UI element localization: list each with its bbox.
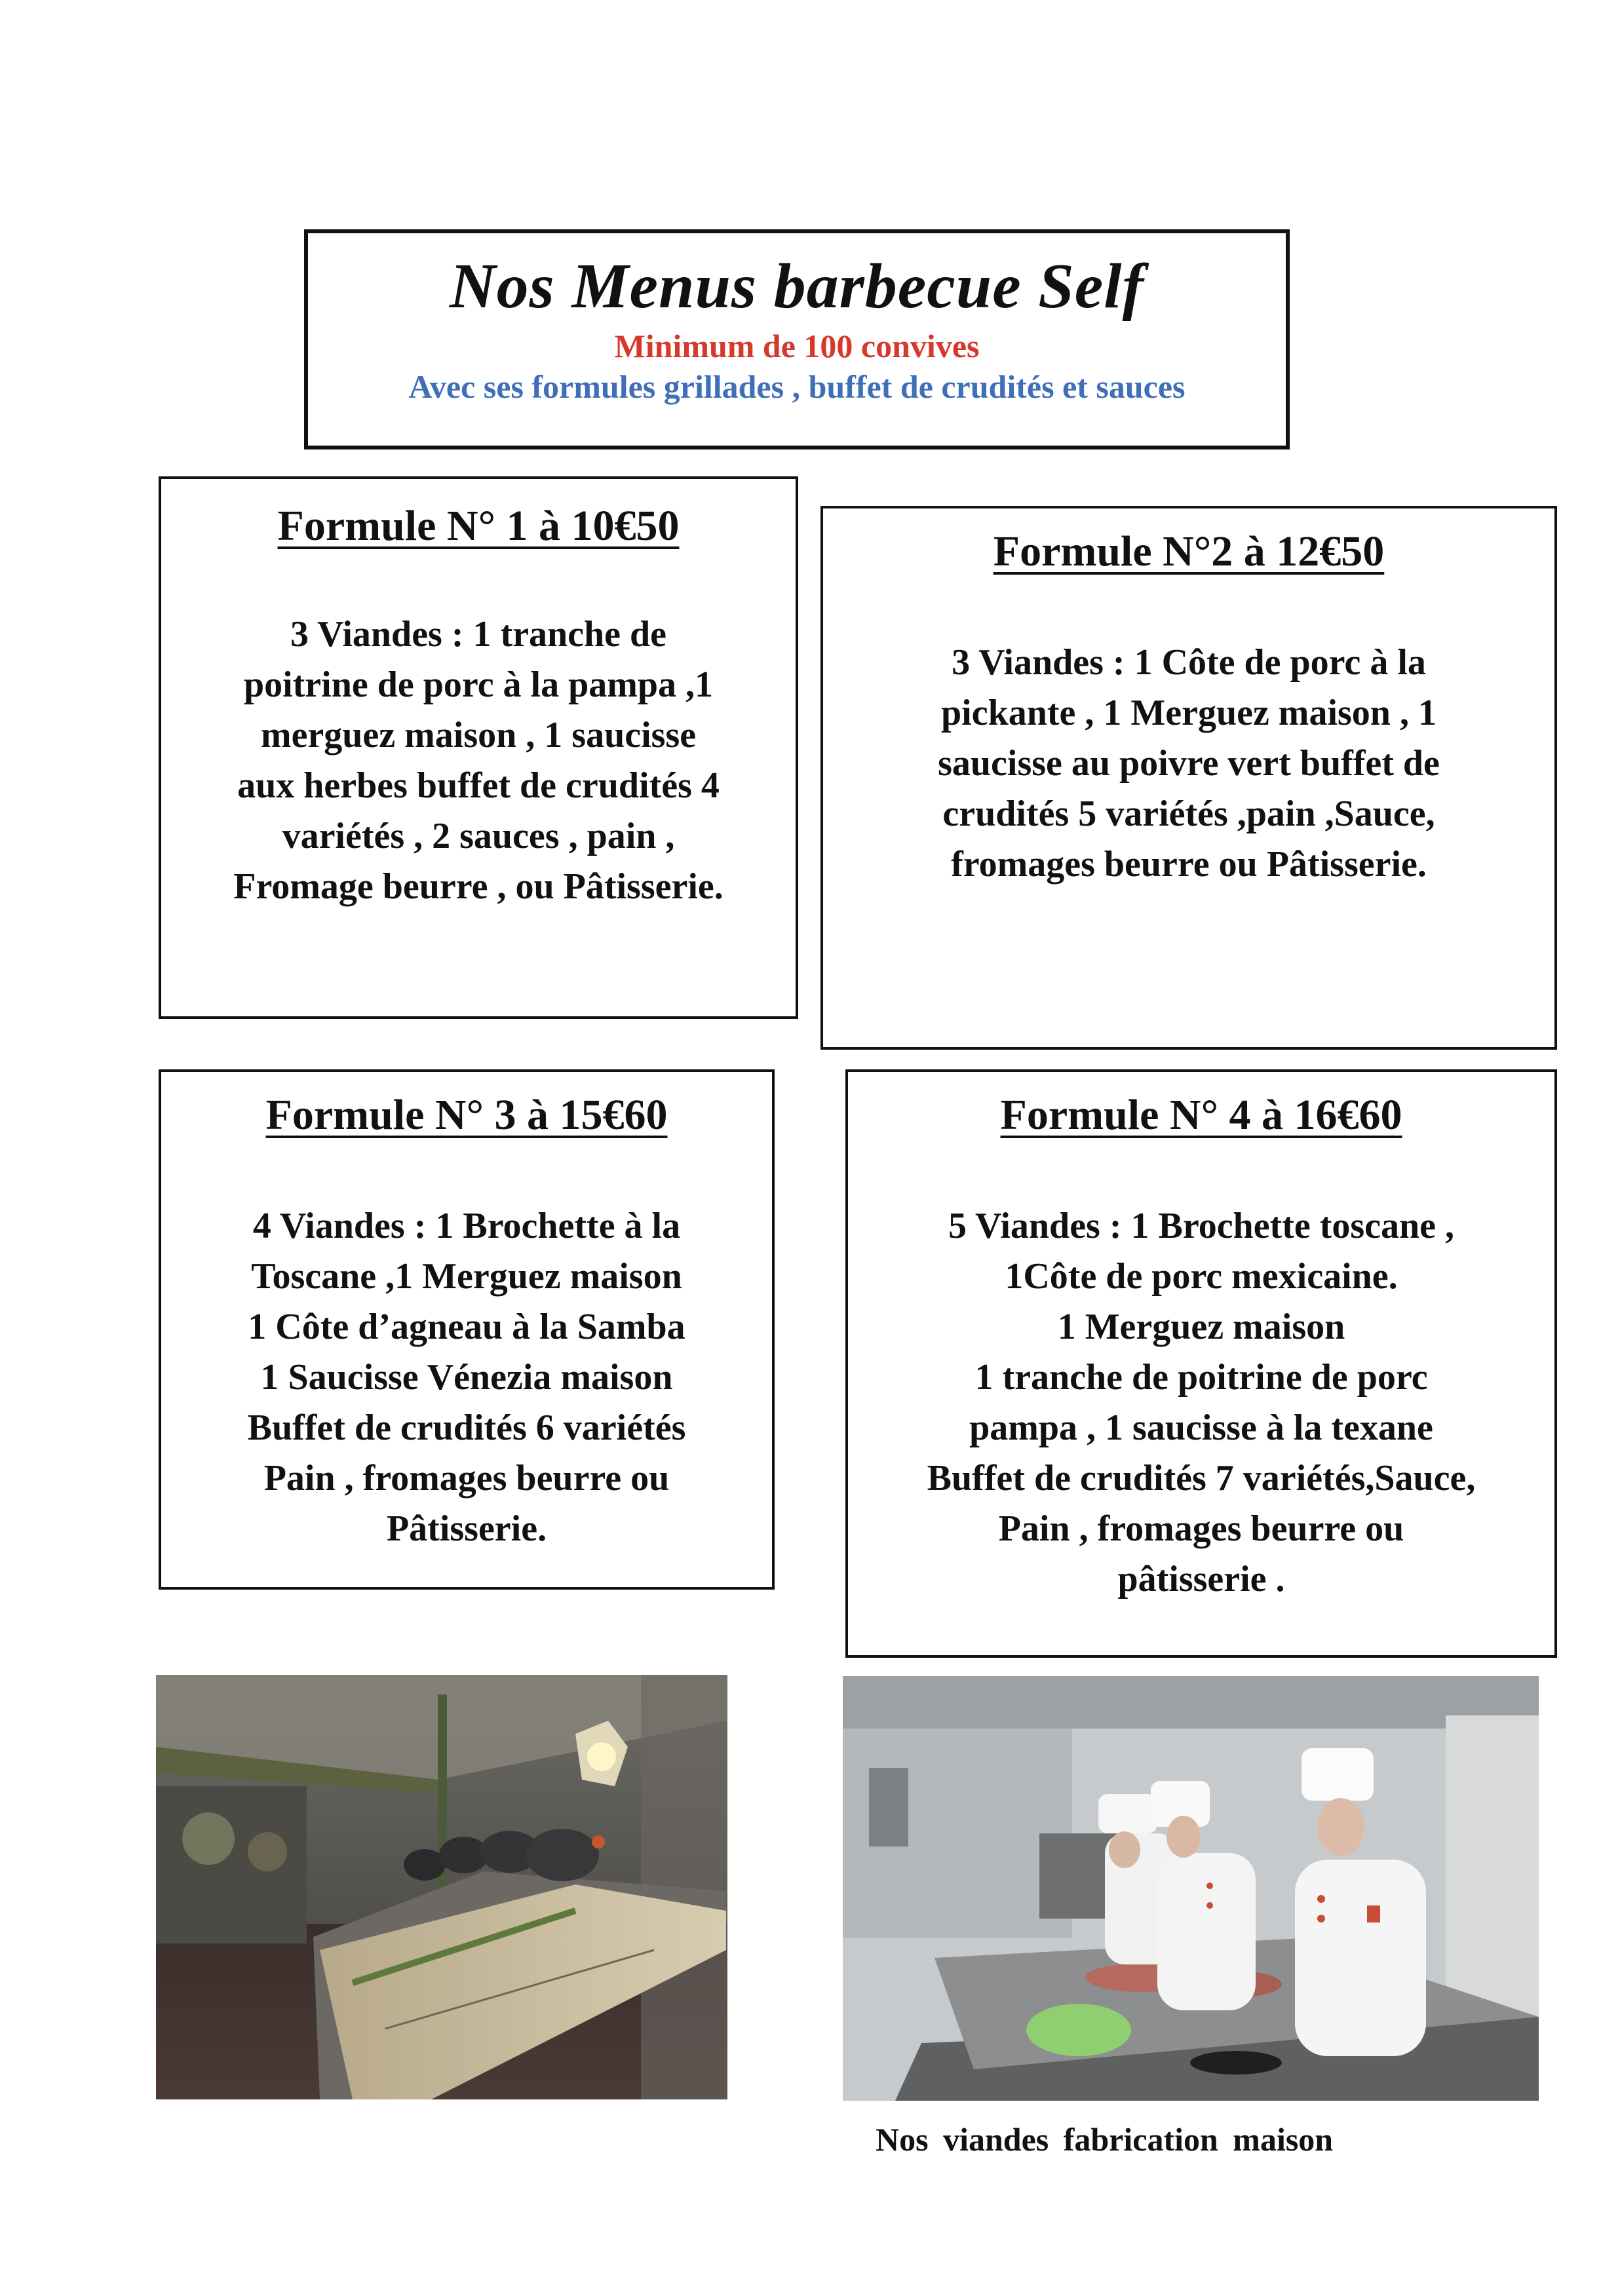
tagline: Avec ses formules grillades , buffet de crudités et sauces	[408, 368, 1186, 405]
formula-3-box	[159, 1069, 775, 1590]
formula-1-box	[159, 476, 798, 1019]
page-title: Nos Menus barbecue Self	[449, 251, 1145, 322]
formula-4-description: 5 Viandes : 1 Brochette toscane , 1Côte de porc mexicaine. 1 Merguez maison 1 tranche de poitrine de porc pampa , 1 saucisse à la texane Buffet de crudités 7 variétés,Sauce, Pain , fromages beurre ou pâtisserie .	[927, 1206, 1476, 1600]
formula-2-title: Formule N°2 à 12€50	[993, 527, 1385, 575]
menu-header-box	[304, 229, 1290, 450]
chefs-photo-illustration	[843, 1676, 1539, 2101]
formula-4-box	[845, 1069, 1557, 1658]
formula-3-title: Formule N° 3 à 15€60	[265, 1091, 668, 1139]
formula-2-description: 3 Viandes : 1 Côte de porc à la pickante , 1 Merguez maison , 1 saucisse au poivre vert buffet de crudités 5 variétés ,pain ,Sauce, fromages beurre ou Pâtisserie.	[938, 642, 1440, 885]
buffet-photo	[156, 1675, 727, 2099]
formula-4-title: Formule N° 4 à 16€60	[1000, 1091, 1402, 1139]
minimum-guests-note: Minimum de 100 convives	[614, 327, 980, 364]
photo-caption: Nos viandes fabrication maison	[876, 2121, 1334, 2158]
buffet-photo-illustration	[156, 1675, 727, 2099]
formula-1-description: 3 Viandes : 1 tranche de poitrine de porc à la pampa ,1 merguez maison , 1 saucisse aux herbes buffet de crudités 4 variétés , 2 sauces , pain , Fromage beurre , ou Pâtisserie.	[233, 614, 723, 908]
formula-2-box	[820, 506, 1557, 1050]
chefs-photo	[843, 1676, 1539, 2101]
formula-3-description: 4 Viandes : 1 Brochette à la Toscane ,1 Merguez maison 1 Côte d’agneau à la Samba 1 Saucisse Vénezia maison Buffet de crudités 6 variétés Pain , fromages beurre ou Pâtisserie.	[247, 1206, 686, 1550]
formula-1-title: Formule N° 1 à 10€50	[277, 502, 680, 550]
